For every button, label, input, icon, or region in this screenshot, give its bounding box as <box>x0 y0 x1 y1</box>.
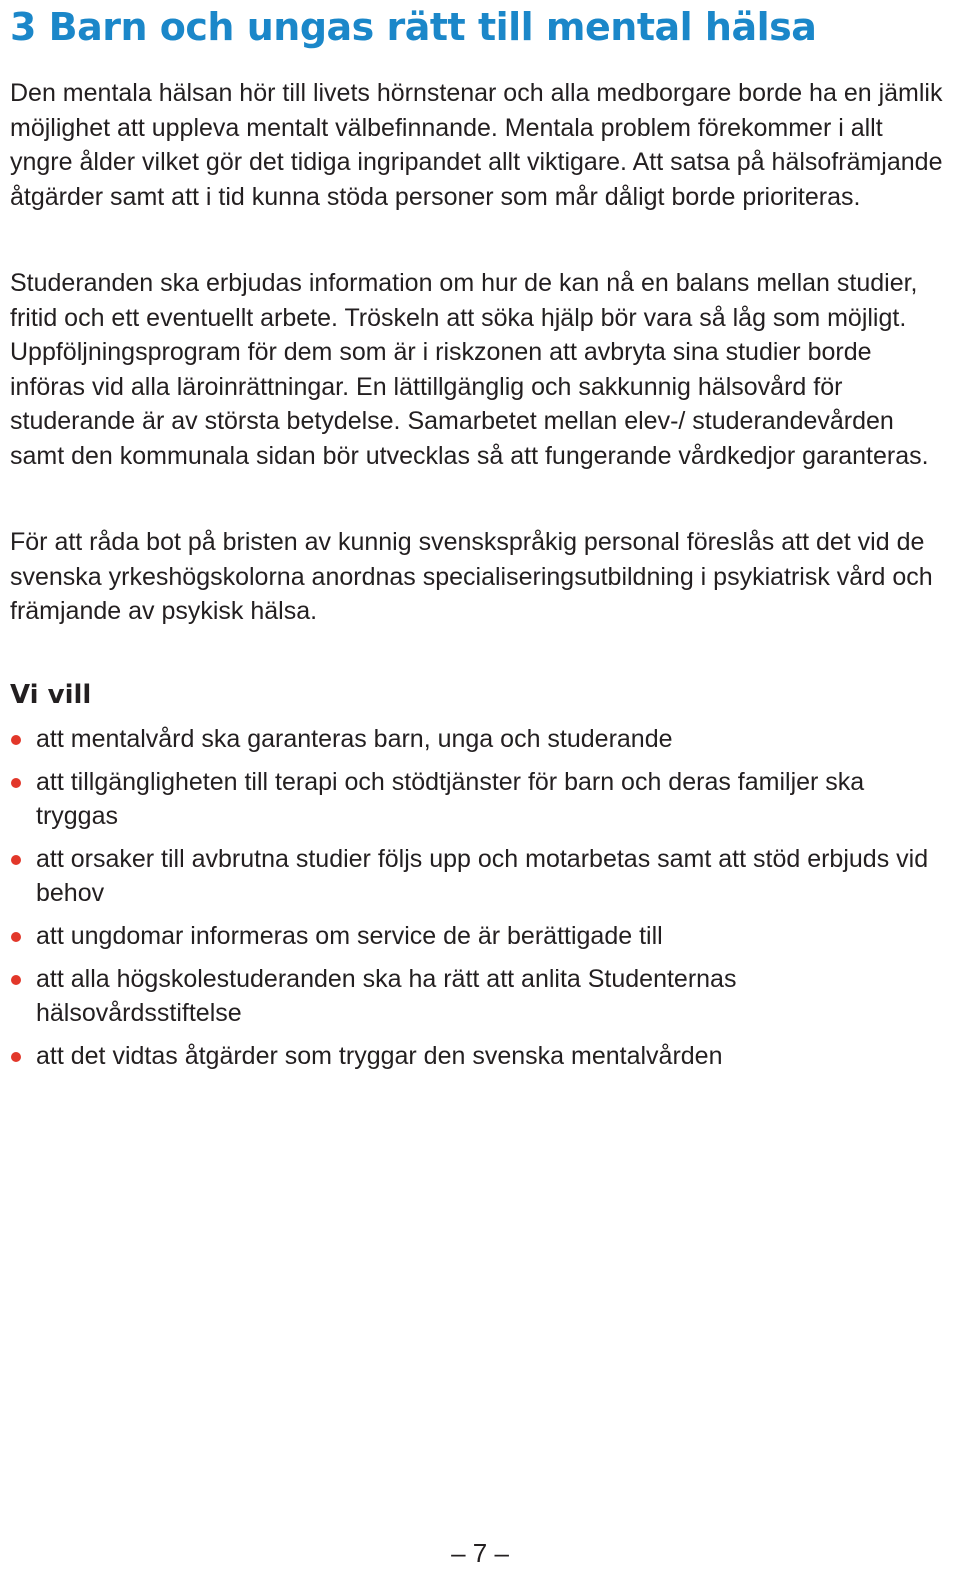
page-number: – 7 – <box>451 1538 509 1568</box>
list-item-text: att det vidtas åtgärder som tryggar den svenska mentalvården <box>36 1042 723 1070</box>
list-item-text: att mentalvård ska garanteras barn, unga och studerande <box>36 725 673 753</box>
section-subheading: Vi vill <box>10 680 92 710</box>
paragraph-2: Studeranden ska erbjudas information om hur de kan nå en balans mellan studier, fritid och ett eventuellt arbete. Tröskeln att söka hjälp bör vara så låg som möjligt. Uppföljningsprogram för dem som är i riskzonen att avbryta sina studier borde införas vid alla läroinrättningar. En lättillgänglig och sakkunnig hälsovård för studerande är av största betydelse. Samarbetet mellan elev-/ studerandevården samt den kommunala sidan bör utvecklas så att fungerande vårdkedjor garanteras. <box>10 269 929 470</box>
list-item <box>10 722 948 756</box>
paragraph-1: Den mentala hälsan hör till livets hörnstenar och alla medborgare borde ha en jämlik möjlighet att uppleva mentalt välbefinnande. Mentala problem förekommer i allt yngre ålder vilket gör det tidiga ingripandet allt viktigare. Att satsa på hälsofrämjande åtgärder samt att i tid kunna stöda personer som mår dåligt borde prioriteras. <box>10 79 943 211</box>
list-item <box>10 1039 948 1073</box>
list-item <box>10 765 948 833</box>
paragraph-3: För att råda bot på bristen av kunnig svenskspråkig personal föreslås att det vid de svenska yrkeshögskolorna anordnas specialiseringsutbildning i psykiatrisk vård och främjande av psykisk hälsa. <box>10 528 933 625</box>
list-item-text: att tillgängligheten till terapi och stödtjänster för barn och deras familjer ska tryggas <box>36 768 865 830</box>
bullet-icon <box>11 932 21 942</box>
bullet-icon <box>11 855 21 865</box>
bullet-icon <box>11 735 21 745</box>
bullet-icon <box>11 778 21 788</box>
list-item-text: att ungdomar informeras om service de är berättigade till <box>36 922 663 950</box>
list-item <box>10 919 948 953</box>
bullet-icon <box>11 1052 21 1062</box>
list-item <box>10 962 948 1030</box>
demands-list <box>10 722 948 1082</box>
page-title: 3 Barn och ungas rätt till mental hälsa <box>10 5 817 49</box>
list-item-text: att orsaker till avbrutna studier följs upp och motarbetas samt att stöd erbjuds vid behov <box>36 845 929 907</box>
bullet-icon <box>11 975 21 985</box>
list-item <box>10 842 948 910</box>
list-item-text: att alla högskolestuderanden ska ha rätt att anlita Studenternas hälsovårdsstiftelse <box>36 965 737 1027</box>
